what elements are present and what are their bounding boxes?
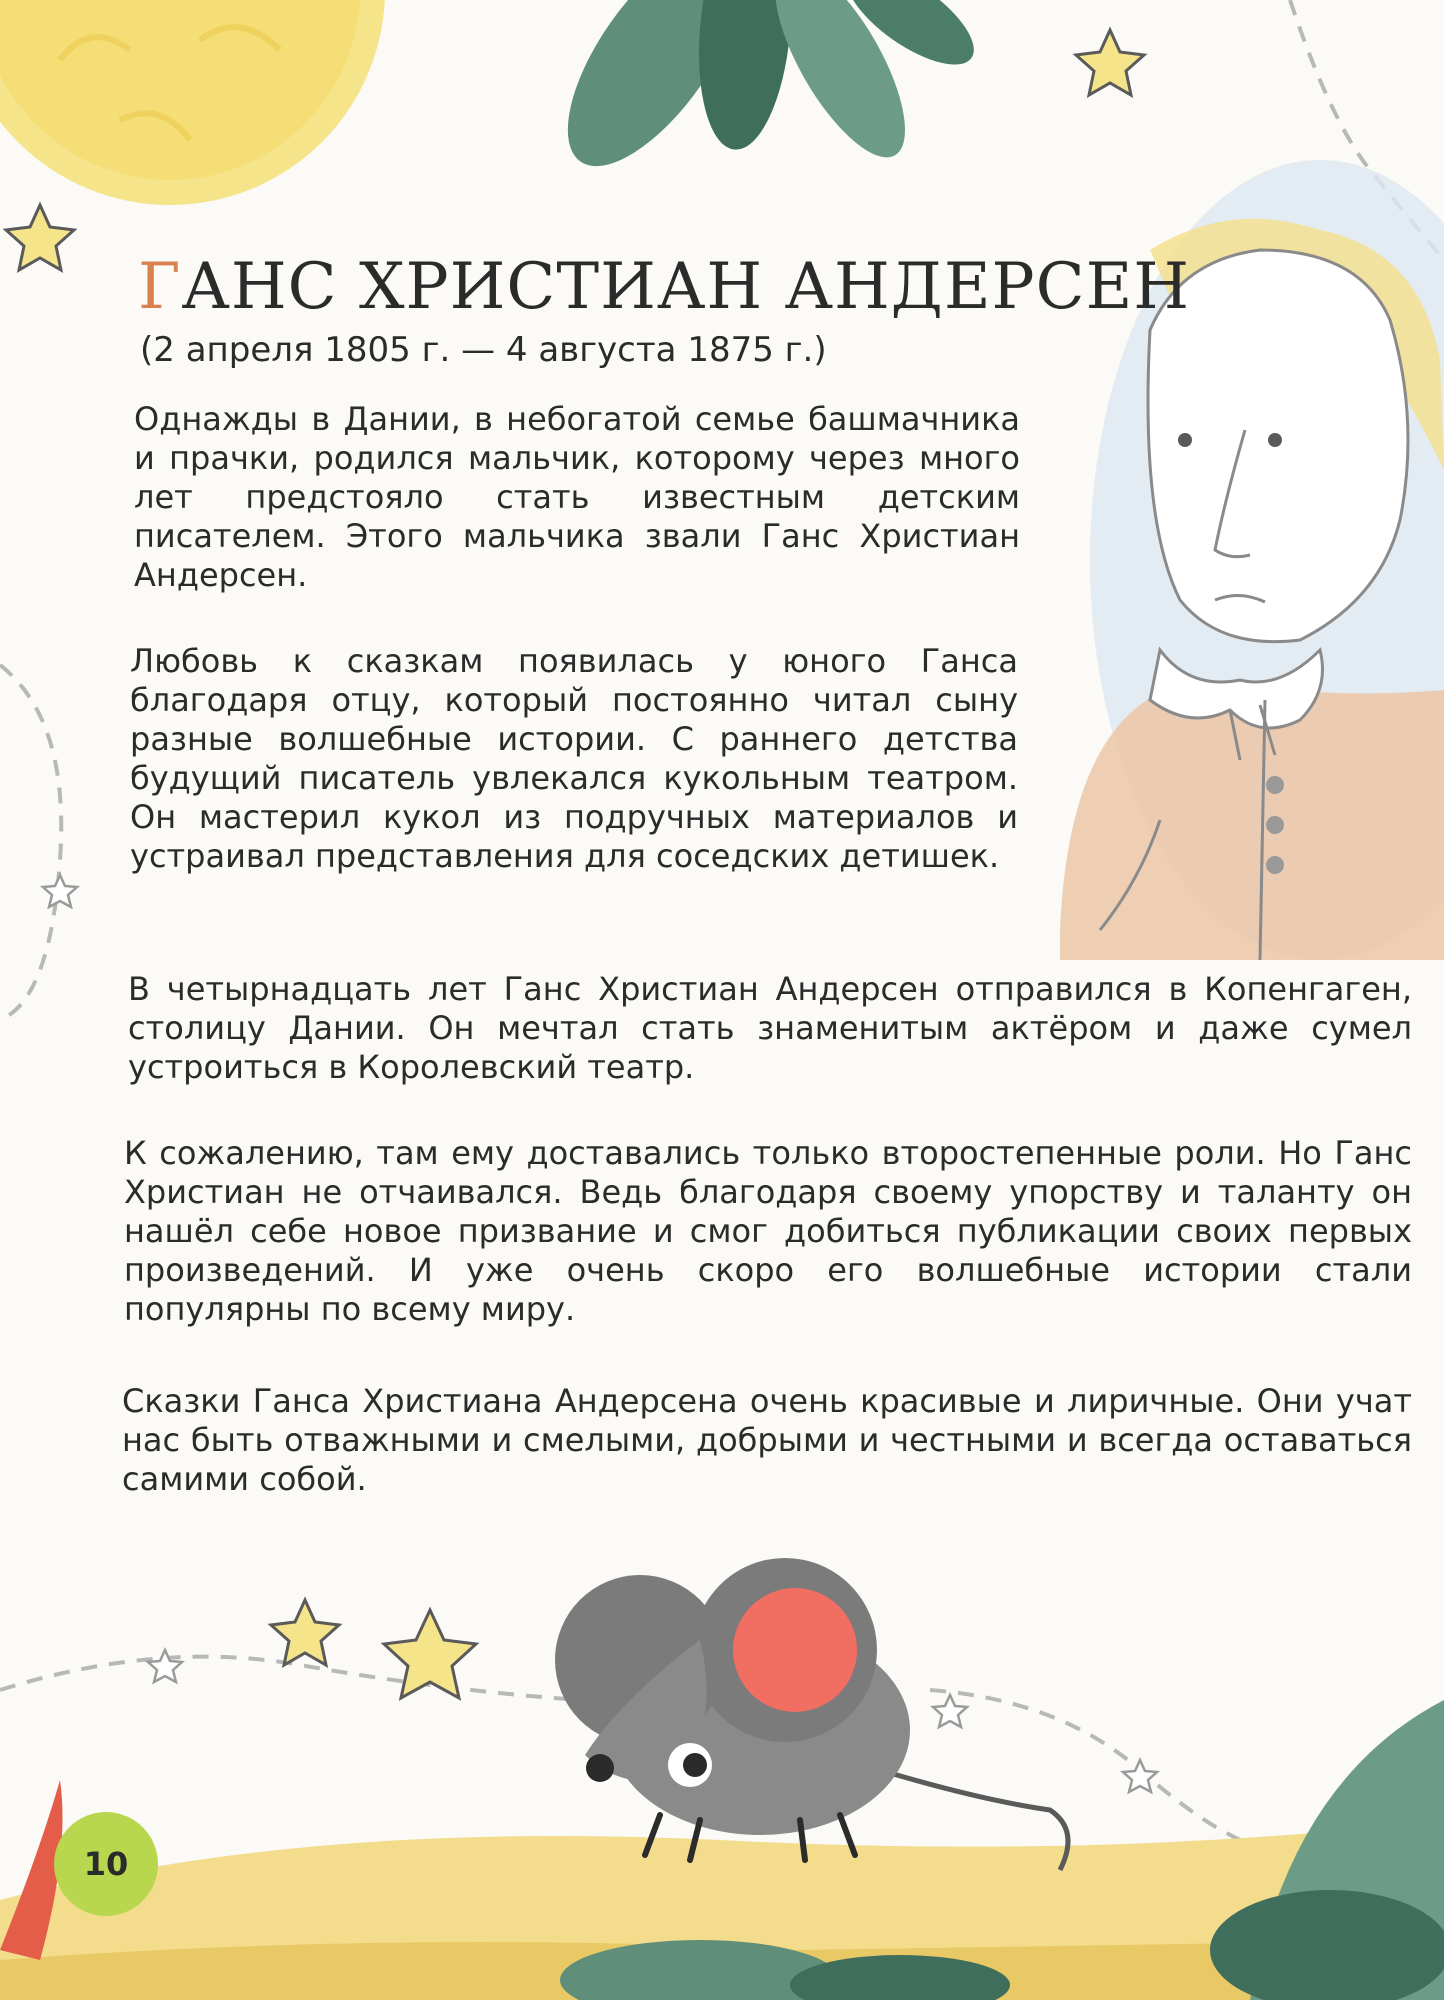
paragraph-3: В четырнадцать лет Ганс Христиан Андерсен отправился в Копенгаген, столицу Дании. Он мечтал стать знаменитым актёром и даже сумел устроиться в Королевский театр. bbox=[128, 970, 1412, 1086]
paragraph-2: Любовь к сказкам появилась у юного Ганса благодаря отцу, который постоянно читал сыну разные волшебные истории. С раннего детства будущий писатель увлекался кукольным театром. Он мастерил кукол из подручных материалов и устраивал представления для соседских детишек. bbox=[130, 642, 1018, 875]
page-number: 10 bbox=[83, 1845, 129, 1883]
page-title bbox=[138, 250, 1190, 324]
leaf-illustration bbox=[535, 0, 988, 193]
sun-illustration bbox=[0, 0, 385, 205]
paragraph-4: К сожалению, там ему доставались только второстепенные роли. Но Ганс Христиан не отчаивался. Ведь благодаря своему упорству и таланту он нашёл себе новое призвание и смог добиться публикации своих первых произведений. И уже очень скоро его волшебные истории стали популярны по всему миру. bbox=[124, 1134, 1412, 1328]
title-initial: Г bbox=[138, 250, 182, 324]
mouse-illustration bbox=[555, 1558, 1068, 1870]
paragraph-1: Однажды в Дании, в небогатой семье башмачника и прачки, родился мальчик, которому через много лет предстояло стать известным детским писателем. Этого мальчика звали Ганс Христиан Андерсен. bbox=[134, 400, 1020, 594]
life-dates: (2 апреля 1805 г. — 4 августа 1875 г.) bbox=[140, 330, 827, 370]
paragraph-5: Сказки Ганса Христиана Андерсена очень красивые и лиричные. Они учат нас быть отважными и смелыми, добрыми и честными и всегда оставаться самими собой. bbox=[122, 1382, 1412, 1498]
page-number-badge bbox=[54, 1812, 158, 1916]
title-rest: АНС ХРИСТИАН АНДЕРСЕН bbox=[181, 250, 1191, 324]
